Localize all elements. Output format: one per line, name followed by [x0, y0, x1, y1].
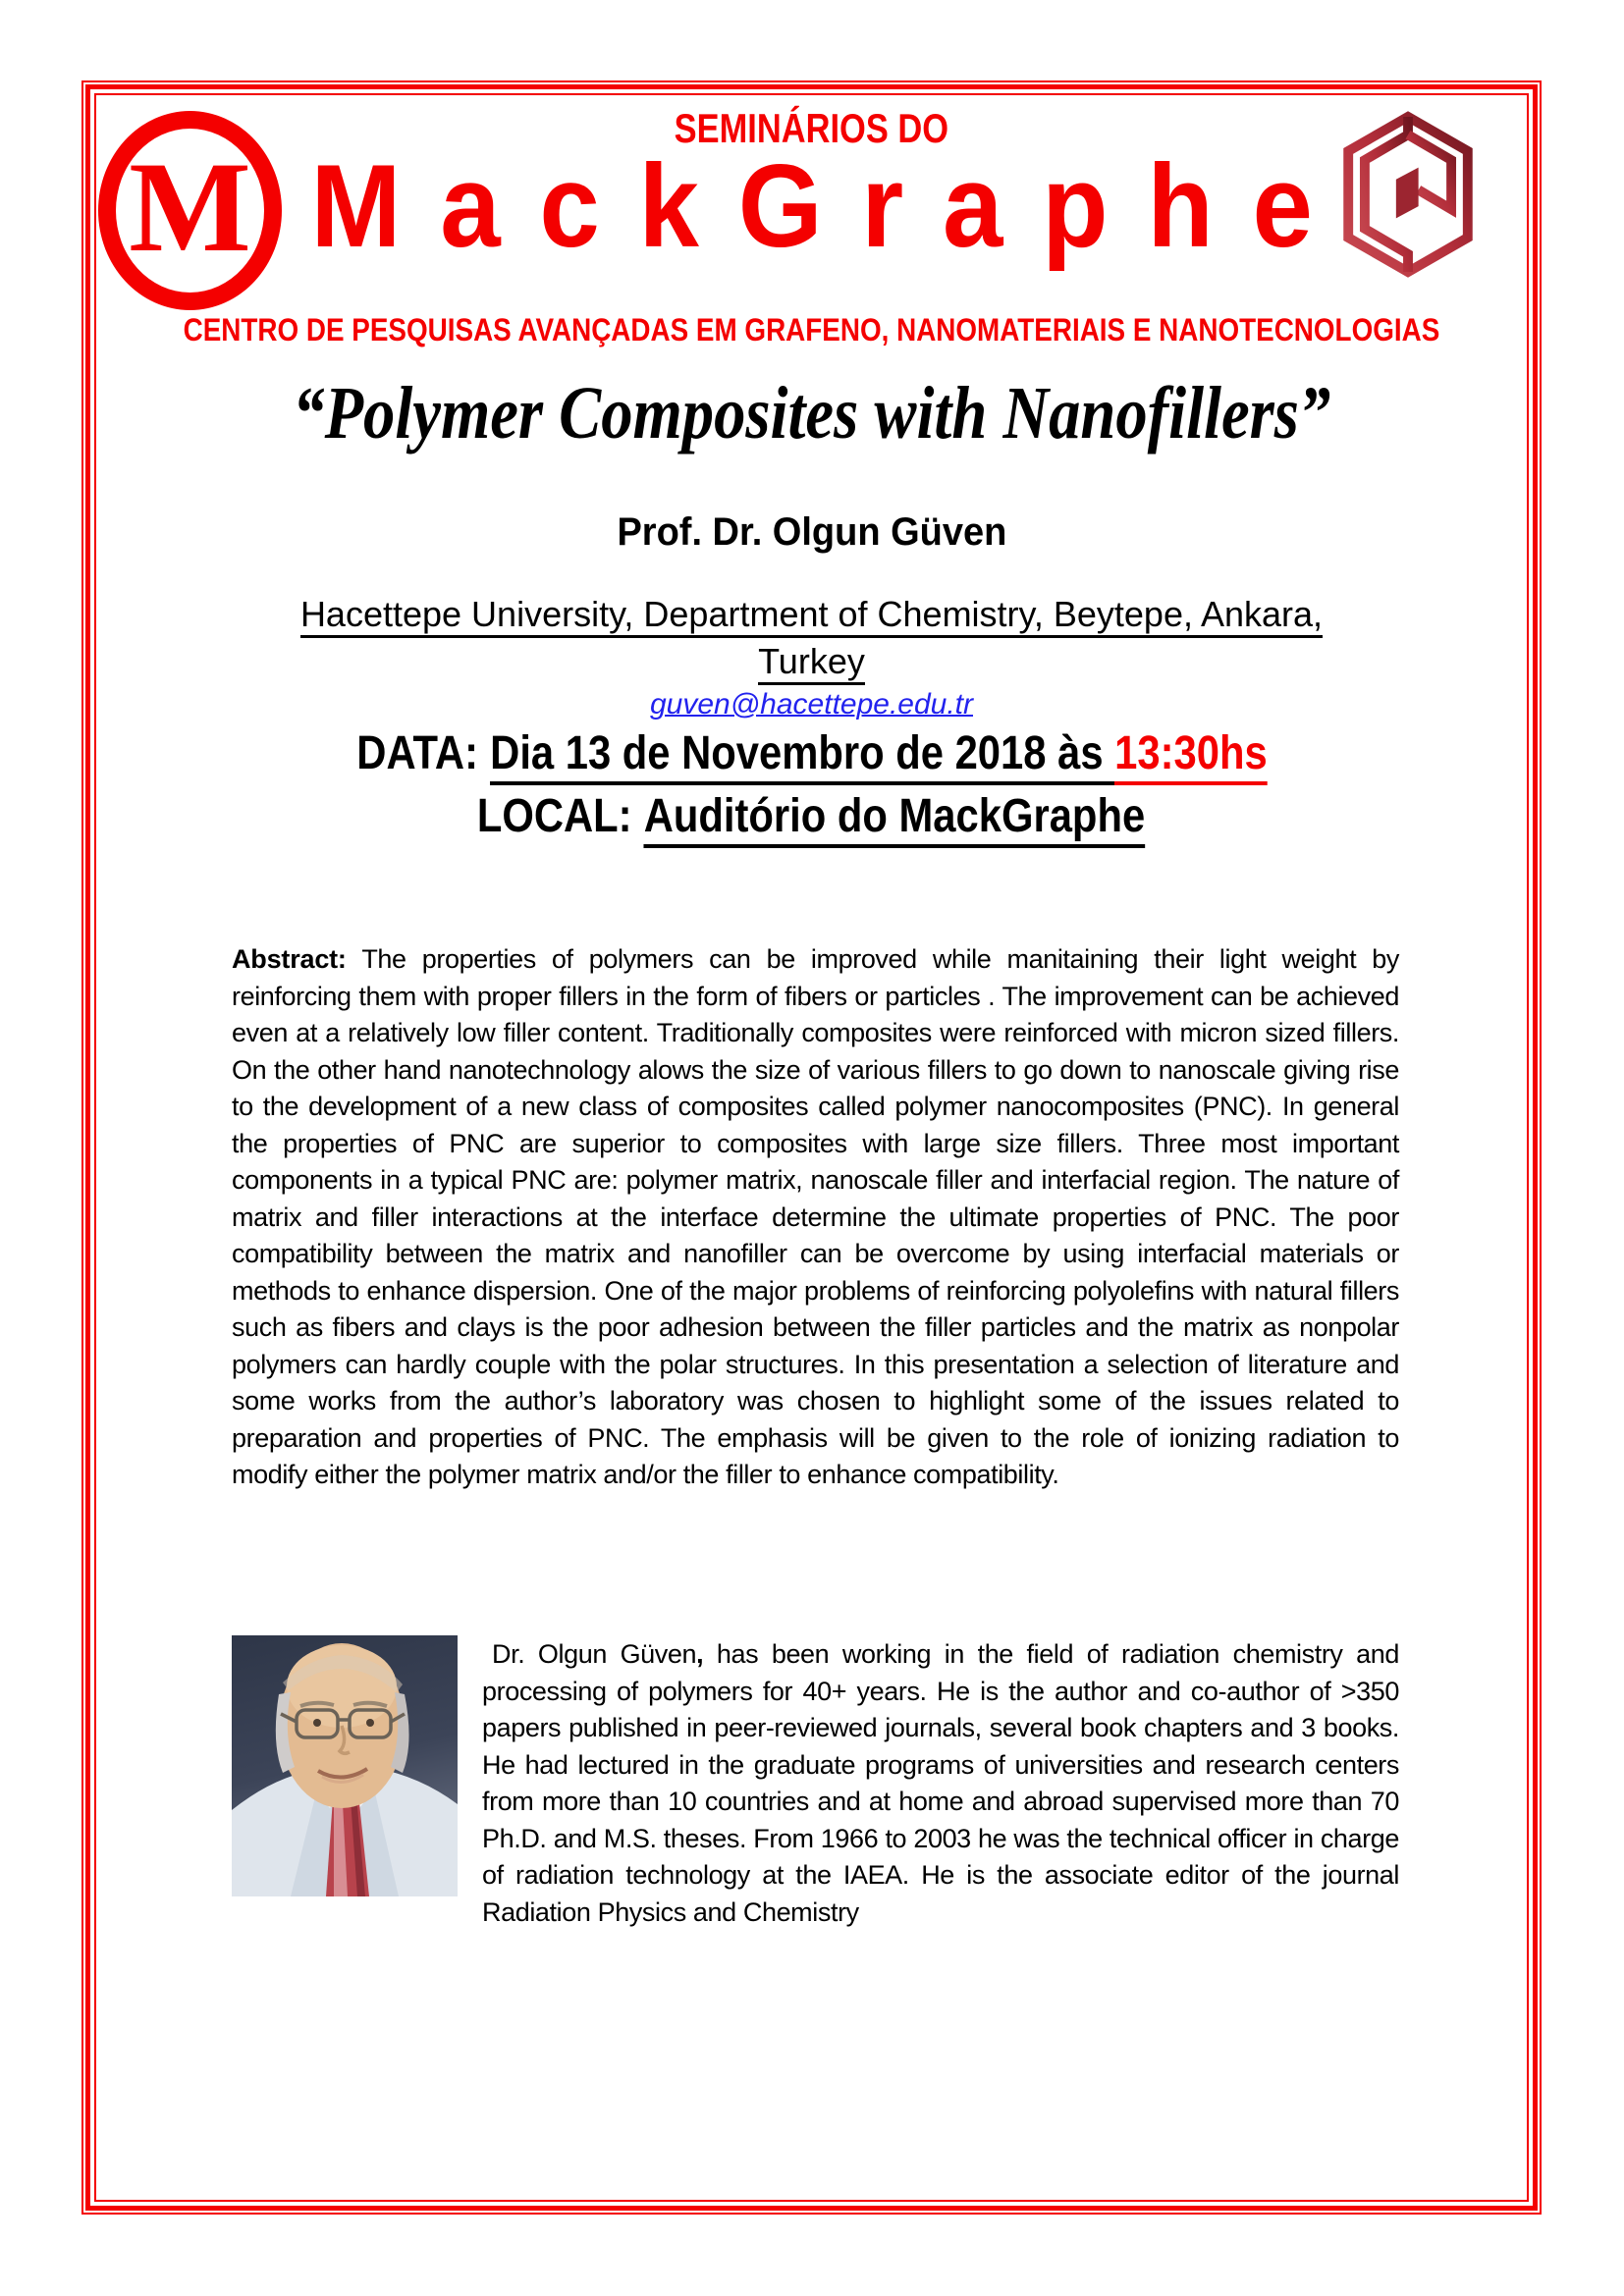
affiliation-line-1: Hacettepe University, Department of Chemistry, Beytepe, Ankara,	[300, 594, 1323, 638]
seminar-series-kicker: SEMINÁRIOS DO	[674, 105, 949, 151]
flyer-content	[81, 80, 1542, 2215]
abstract-paragraph	[232, 941, 1399, 1494]
center-tagline: CENTRO DE PESQUISAS AVANÇADAS EM GRAFENO, NANOMATERIAIS E NANOTECNOLOGIAS	[183, 312, 1440, 347]
speaker-bio-paragraph	[482, 1636, 1399, 1931]
bio-body: has been working in the field of radiation chemistry and processing of polymers for 40+ years. He is the author and co-author of >350 papers published in peer-reviewed journals, several book chapters and 3 books. He had lectured in the graduate programs of universities and research centers from more than 10 countries and at home and abroad supervised more than 70 Ph.D. and M.S. theses. From 1966 to 2003 he was the technical officer in charge of radiation technology at the IAEA. He is the associate editor of the journal Radiation Physics and Chemistry	[482, 1639, 1399, 1927]
date-label: DATA:	[355, 727, 478, 779]
m-monogram: M	[129, 133, 251, 279]
date-value: Dia 13 de Novembro de 2018 às	[490, 727, 1114, 785]
time-value: 13:30hs	[1114, 727, 1268, 785]
affiliation-line-2: Turkey	[758, 641, 865, 685]
bio-name-comma: ,	[696, 1639, 704, 1669]
speaker-name: Prof. Dr. Olgun Güven	[617, 510, 1006, 554]
location-value: Auditório do MackGraphe	[644, 790, 1145, 848]
seminar-title: “Polymer Composites with Nanofillers”	[293, 372, 1330, 454]
speaker-bio-section	[232, 1610, 1399, 1957]
speaker-email-line	[81, 687, 1542, 722]
email-link[interactable]: guven@hacettepe.edu.tr	[649, 688, 974, 721]
location-label: LOCAL:	[477, 790, 633, 842]
bio-name: Dr. Olgun Güven	[492, 1639, 697, 1669]
speaker-portrait-photo	[232, 1635, 458, 1896]
speaker-affiliation	[81, 591, 1542, 685]
mackgraphe-wordmark: MackGraphe	[310, 140, 1352, 272]
date-line	[81, 726, 1542, 780]
graphene-hexagon-logo-icon	[1333, 108, 1483, 281]
abstract-label: Abstract:	[232, 944, 347, 974]
abstract-body: The properties of polymers can be improved while manitaining their light weight by reinforcing them with proper fillers in the form of fibers or particles . The improvement can be achieved even at a relatively low filler content. Traditionally composites were reinforced with micron sized fillers. On the other hand nanotechnology alows the size of various fillers to go down to nanoscale giving rise to the development of a new class of composites called polymer nanocomposites (PNC). In general the properties of PNC are superior to composites with large size fillers. Three most important components in a typical PNC are: polymer matrix, nanoscale filler and interfacial region. The nature of matrix and filler interactions at the interface determine the ultimate properties of PNC. The poor compatibility between the matrix and nanofiller can be overcome by using interfacial materials or methods to enhance dispersion. One of the major problems of reinforcing polyolefins with natural fillers such as fibers and clays is the poor adhesion between the filler particles and the matrix as nonpolar polymers can hardly couple with the polar structures. In this presentation a selection of literature and some works from the author’s laboratory was chosen to highlight some of the issues related to preparation and properties of PNC. The emphasis will be given to the role of ionizing radiation to modify either the polymer matrix and/or the filler to enhance compatibility.	[232, 944, 1399, 1489]
location-line	[81, 789, 1542, 843]
